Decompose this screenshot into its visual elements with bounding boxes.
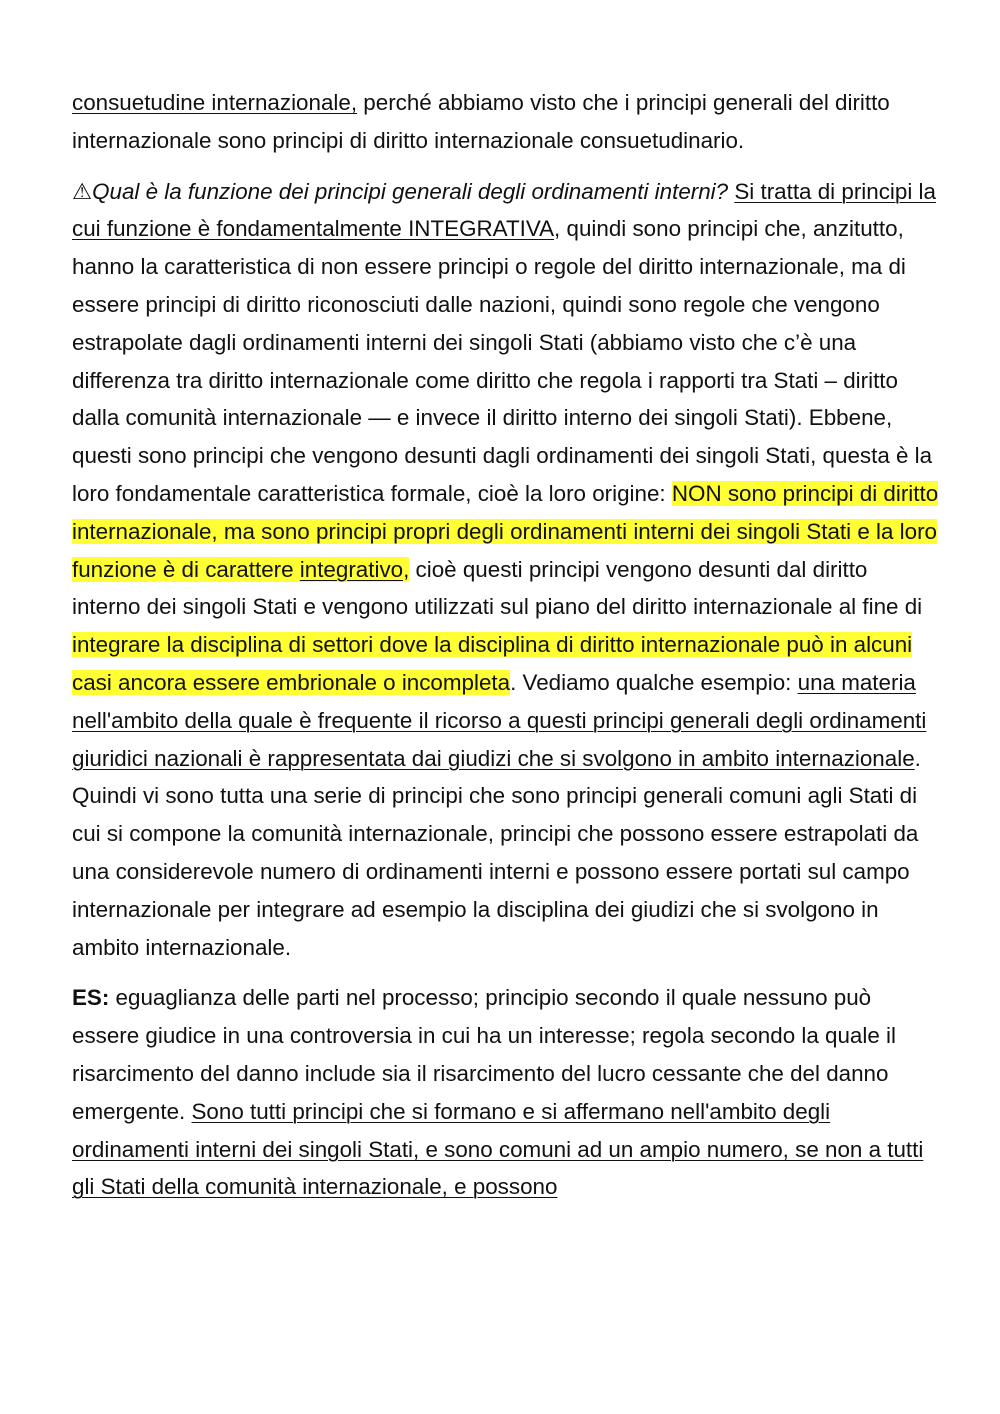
question-text: Qual è la funzione dei principi generali degli ordinamenti interni? (92, 178, 729, 204)
highlighted-phrase: integrare la disciplina di settori dove la disciplina di diritto internazionale può in alcuni casi ancora essere embrionale o incompleta (72, 632, 913, 695)
underlined-phrase: Sono tutti principi che si formano e si affermano nell'ambito degli ordinamenti interni dei singoli Stati, e sono comuni ad un ampio numero, se non a tutti gli Stati della comunità internazionale, e possono (72, 1098, 924, 1200)
paragraph-function (72, 173, 942, 967)
text-span: , quindi sono principi che, anzitutto, hanno la caratteristica di non essere principi o regole del diritto internazionale, ma di essere principi di diritto riconosciuti dalle nazioni, quindi sono regole che vengono estrapolate dagli ordinamenti interni dei singoli Stati (abbiamo visto che c’è una differenza tra diritto internazionale come diritto che regola i rapporti tra Stati – diritto dalla comunità internazionale — e invece il diritto interno dei singoli Stati). Ebbene, questi sono principi che vengono desunti dagli ordinamenti dei singoli Stati, questa è la loro fondamentale caratteristica formale, cioè la loro origine: (72, 216, 933, 506)
paragraph-intro (72, 84, 942, 160)
examples-label: ES: (72, 985, 110, 1011)
text-span: . Vediamo qualche esempio: (510, 669, 798, 695)
warning-icon: ⚠ (72, 178, 93, 204)
highlighted-comma: , (403, 556, 410, 582)
text-span: cioè questi principi vengono desunti dal diritto interno dei singoli Stati e vengono utilizzati sul piano del diritto internazionale al fine di (72, 556, 923, 620)
highlighted-underlined-word: integrativo (299, 556, 404, 582)
underlined-phrase: Si tratta di principi la cui funzione è fondamentalmente INTEGRATIVA (72, 178, 936, 242)
text-span: eguaglianza delle parti nel processo; principio secondo il quale nessuno può essere giudice in una controversia in cui ha un interesse; regola secondo la quale il risarcimento del danno include sia il risarcimento del lucro cessante che del danno emergente. (72, 985, 896, 1124)
paragraph-examples (72, 979, 942, 1206)
document-page (72, 84, 942, 1219)
highlighted-phrase: NON sono principi di diritto internazionale, ma sono principi propri degli ordinamenti interni dei singoli Stati e la loro funzione è di carattere (72, 480, 939, 582)
underlined-phrase: consuetudine internazionale, (72, 90, 358, 115)
underlined-phrase: una materia nell'ambito della quale è frequente il ricorso a questi principi generali degli ordinamenti giuridici nazionali è rappresentata dai giudizi che si svolgono in ambito internazionale (72, 669, 927, 771)
text-span: perché abbiamo visto che i principi generali del diritto internazionale sono principi di diritto internazionale consuetudinario. (72, 90, 890, 153)
text-span: . Quindi vi sono tutta una serie di principi che sono principi generali comuni agli Stati di cui si compone la comunità internazionale, principi che possono essere estrapolati da una considerevole numero di ordinamenti interni e possono essere portati sul campo internazionale per integrare ad esempio la disciplina dei giudizi che si svolgono in ambito internazionale. (72, 745, 921, 960)
